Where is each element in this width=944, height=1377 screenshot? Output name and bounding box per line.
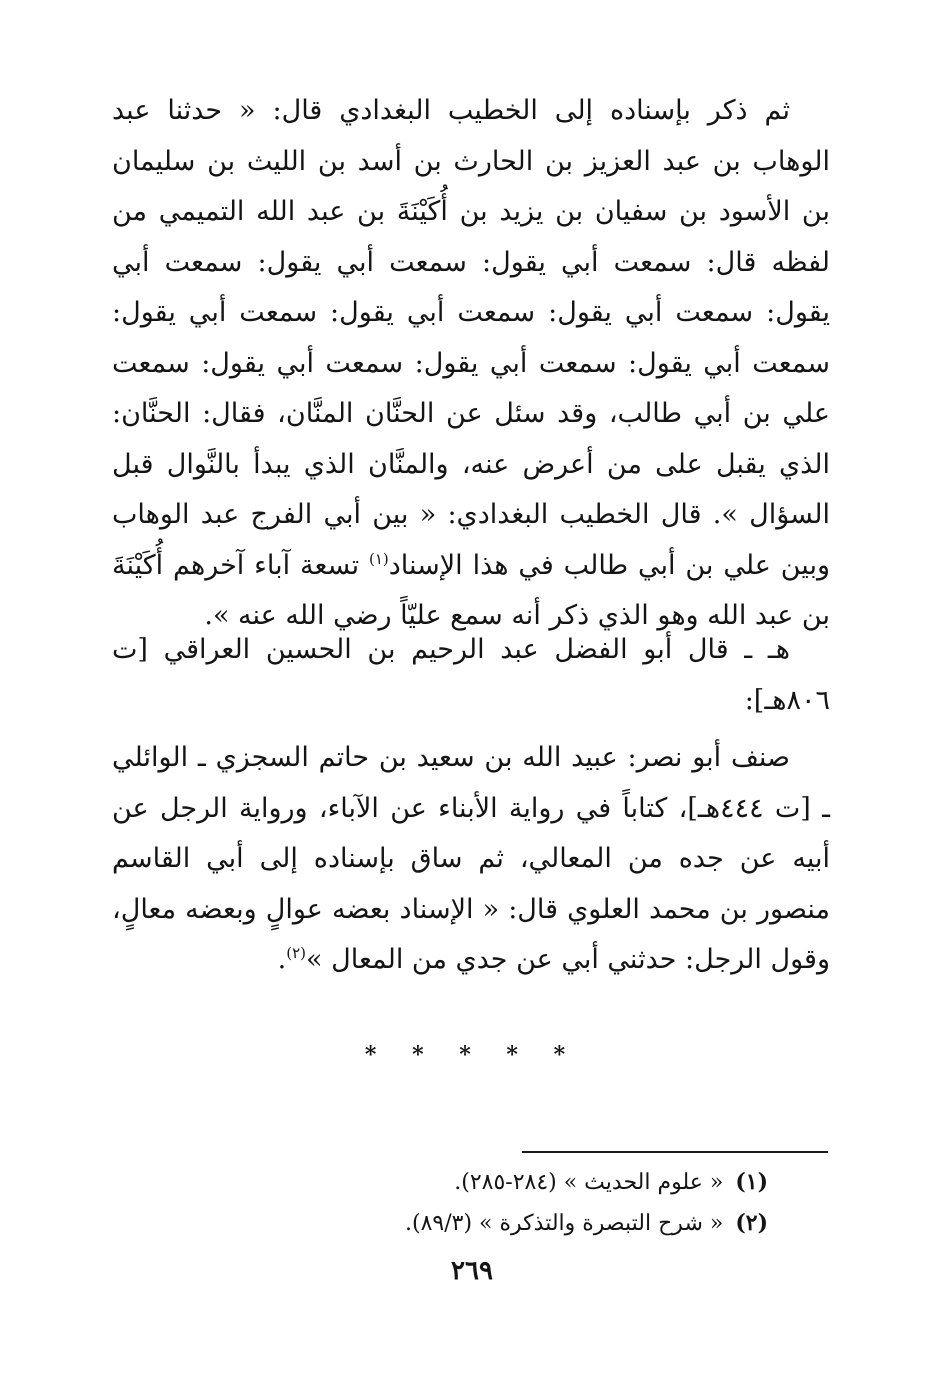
section-separator: * * * * * (364, 1042, 580, 1068)
paragraph-1-text-b: تسعة آباء آخرهم أُكَيْنَةَ بن عبد الله وهو الذي ذكر أنه سمع عليّاً رضي الله عنه ». (112, 549, 830, 631)
footnote-1-text: « علوم الحديث » (٢٨٤-٢٨٥). (454, 1170, 724, 1195)
footnote-2-number: (٢) (735, 1210, 768, 1236)
paragraph-1-text-a: ثم ذكر بإسناده إلى الخطيب البغدادي قال: « حدثنا عبد الوهاب بن عبد العزيز بن الحارث بن أسد بن الليث بن سليمان بن الأسود بن سفيان بن يزيد بن أُكَيْنَةَ بن عبد الله التميمي من لفظه قال: سمعت أبي يقول: سمعت أبي يقول: سمعت أبي يقول: سمعت أبي يقول: سمعت أبي يقول: سمعت أبي يقول: سمعت أبي يقول: سمعت أبي يقول: سمعت أبي يقول: سمعت علي بن أبي طالب، وقد سئل عن الحنَّان المنَّان، فقال: الحنَّان: الذي يقبل على من أعرض عنه، والمنَّان الذي يبدأ بالنَّوال قبل السؤال ». قال الخطيب البغدادي: « بين أبي الفرج عبد الوهاب وبين علي بن أبي طالب في هذا الإسناد (112, 95, 831, 581)
paragraph-2-text: هـ ـ قال أبو الفضل عبد الرحيم بن الحسين العراقي [ت ٨٠٦هـ]: (112, 634, 830, 716)
body-paragraph-1 (112, 86, 830, 642)
footnote-marker-2[interactable]: (٢) (286, 944, 307, 962)
footnote-divider (522, 1151, 828, 1153)
footnote-marker-1[interactable]: (١) (368, 549, 389, 568)
body-paragraph-2 (112, 625, 830, 726)
footnote-2-text: « شرح التبصرة والتذكرة » (٨٩/٣). (405, 1211, 724, 1236)
footnote-2 (380, 1203, 768, 1244)
paragraph-3-text-a: صنف أبو نصر: عبيد الله بن سعيد بن حاتم السجزي ـ الوائلي ـ [ت ٤٤٤هـ]، كتاباً في رواية الأبناء عن الآباء، ورواية الرجل عن أبيه عن جده من المعالي، ثم ساق بإسناده إلى أبي القاسم منصور بن محمد العلوي قال: « الإسناد بعضه عوالٍ وبعضه معالٍ، وقول الرجل: حدثني أبي عن جدي من المعال » (112, 742, 830, 975)
footnotes (380, 1162, 768, 1244)
footnote-1 (380, 1162, 768, 1203)
paragraph-3-text-b: . (277, 944, 287, 975)
footnote-1-number: (١) (735, 1169, 768, 1195)
page-number: ٢٦٩ (451, 1256, 493, 1286)
body-paragraph-3 (112, 733, 830, 986)
